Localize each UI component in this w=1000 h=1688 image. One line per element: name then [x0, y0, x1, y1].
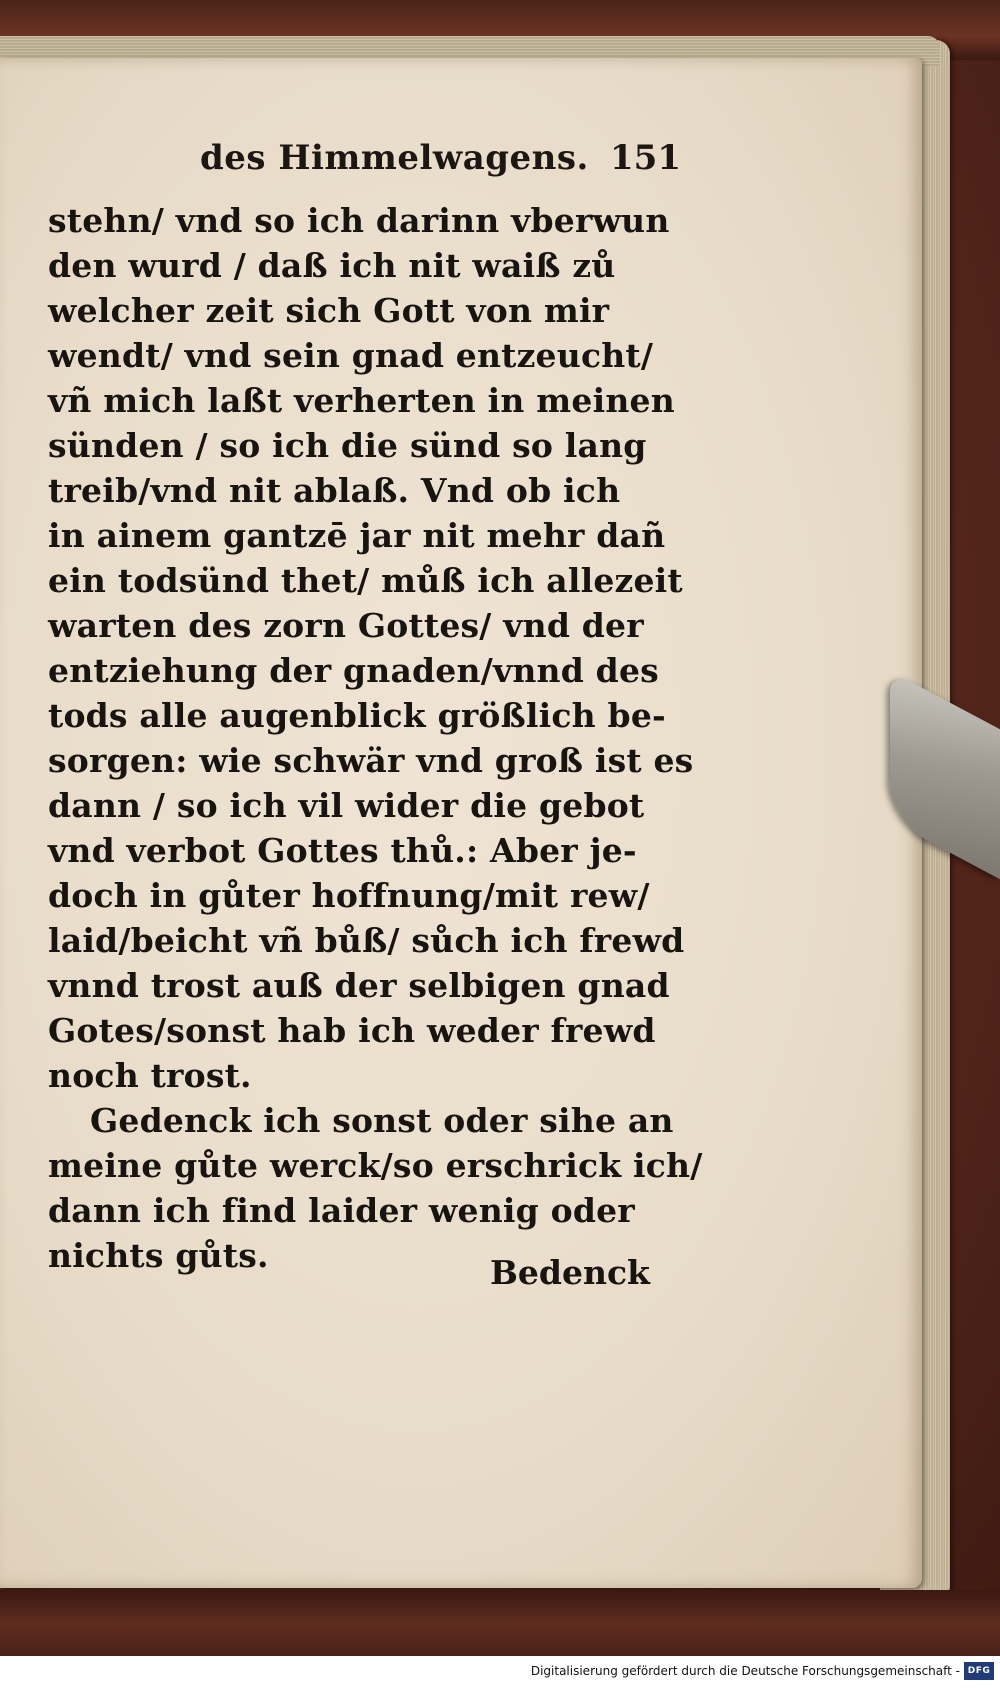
text-line: sünden / so ich die sünd so lang: [48, 426, 647, 465]
text-line: dann / so ich vil wider die gebot: [48, 786, 645, 825]
text-line: ein todsünd thet/ můß ich allezeit: [48, 561, 683, 600]
text-line: laid/beicht vñ bůß/ sůch ich frewd: [48, 921, 685, 960]
text-line: stehn/ vnd so ich darinn vberwun: [48, 201, 670, 240]
text-line: sorgen: wie schwär vnd groß ist es: [48, 741, 694, 780]
text-line: tods alle augenblick größlich be-: [48, 696, 666, 735]
page-number: 151: [610, 138, 681, 178]
binding-bottom: [0, 1590, 1000, 1656]
text-line: vnd verbot Gottes thů.: Aber je-: [48, 831, 637, 870]
text-line: treib/vnd nit ablaß. Vnd ob ich: [48, 471, 621, 510]
text-line: noch trost.: [48, 1056, 252, 1095]
text-line: Gotes/sonst hab ich weder frewd: [48, 1011, 656, 1050]
text-line: vnnd trost auß der selbigen gnad: [48, 966, 670, 1005]
text-line: wendt/ vnd sein gnad entzeucht/: [48, 336, 654, 375]
dfg-logo: DFG: [964, 1662, 994, 1680]
text-line: doch in gůter hoffnung/mit rew/: [48, 876, 650, 915]
text-line: warten des zorn Gottes/ vnd der: [48, 606, 644, 645]
footer-credit: Digitalisierung gefördert durch die Deutsche Forschungsgemeinschaft -: [530, 1664, 960, 1678]
running-head: des Himmelwagens.: [200, 138, 589, 178]
catchword: Bedenck: [490, 1253, 650, 1292]
text-line: nichts gůts.: [48, 1236, 269, 1275]
book-page: [0, 58, 922, 1588]
text-line: meine gůte werck/so erschrick ich/: [48, 1146, 703, 1185]
text-line: den wurd / daß ich nit waiß zů: [48, 246, 616, 285]
text-line: vñ mich laßt verherten in meinen: [48, 381, 675, 420]
text-line: welcher zeit sich Gott von mir: [48, 291, 610, 330]
text-line: in ainem gantzē jar nit mehr dañ: [48, 516, 666, 555]
text-line: entziehung der gnaden/vnnd des: [48, 651, 659, 690]
paragraph-start-line: Gedenck ich sonst oder sihe an: [90, 1101, 674, 1140]
text-line: dann ich find laider wenig oder: [48, 1191, 635, 1230]
footer-bar: [0, 1656, 1000, 1688]
text-block: [48, 198, 703, 1278]
